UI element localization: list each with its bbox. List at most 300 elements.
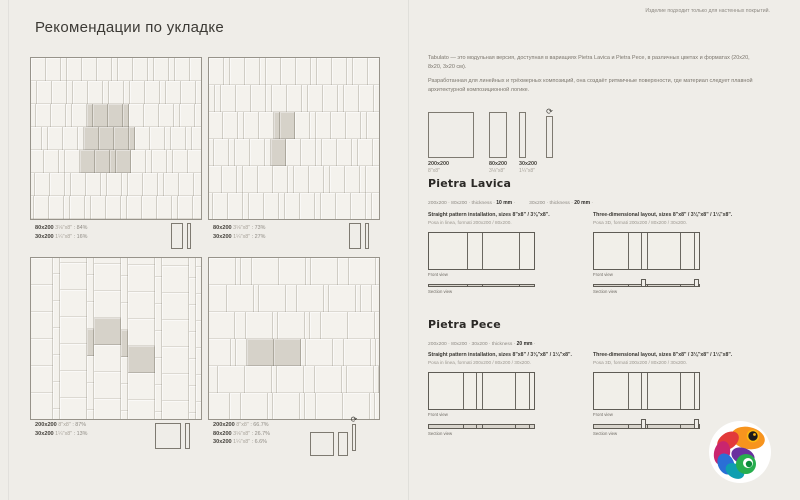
tile	[195, 104, 201, 127]
tile	[245, 366, 272, 393]
diagram-2-tile-icons	[349, 223, 369, 249]
tile	[273, 166, 288, 193]
section-joint	[680, 285, 681, 286]
tile	[236, 85, 251, 112]
format-200x200	[428, 112, 474, 174]
tile	[194, 173, 201, 196]
tile-joint-line	[463, 373, 464, 409]
tile-joint-line	[476, 373, 477, 409]
tile	[230, 58, 245, 85]
tile	[227, 285, 254, 312]
tile	[131, 150, 146, 173]
tile	[82, 58, 97, 81]
format-size: 80x200	[35, 225, 54, 231]
tile	[53, 301, 60, 328]
tile	[300, 193, 315, 219]
tile	[296, 58, 311, 85]
tile	[306, 339, 333, 366]
tile	[310, 312, 321, 339]
tile	[162, 347, 189, 374]
tile	[245, 58, 260, 85]
lavica-straight-column	[428, 212, 596, 294]
tile	[351, 193, 366, 219]
tile	[323, 85, 338, 112]
tile	[155, 358, 162, 385]
tile	[189, 359, 196, 386]
tile	[86, 173, 101, 196]
tile	[251, 85, 266, 112]
pietra-pece-spec: 200x200 · 80x200 · 30x200 · thickness · 20 mm ·	[428, 341, 536, 347]
tile	[309, 166, 324, 193]
diagram-3-tile-icons	[155, 423, 190, 449]
tile	[316, 112, 331, 139]
tile	[36, 104, 51, 127]
tile	[372, 285, 379, 312]
tile	[128, 346, 155, 373]
tile	[121, 276, 128, 303]
tile	[368, 58, 379, 85]
tile	[196, 375, 201, 402]
tile	[129, 104, 144, 127]
tile	[209, 366, 218, 393]
tile	[305, 393, 316, 419]
tile	[53, 274, 60, 301]
tile	[304, 366, 315, 393]
front-view-diagram	[428, 232, 535, 270]
tile	[266, 58, 281, 85]
tile	[152, 150, 167, 173]
tile	[150, 127, 165, 150]
tile	[315, 366, 342, 393]
tile	[294, 166, 309, 193]
tile	[155, 331, 162, 358]
page-title: Рекомендации по укладке	[35, 19, 224, 36]
tile	[48, 127, 63, 150]
tile	[214, 139, 229, 166]
tile-joint-line	[641, 373, 642, 409]
column-title: Three-dimensional layout, sizes 8"x8" / 3⅛"x8" / 1¼"x8".	[593, 352, 733, 358]
lavica-3d-column	[593, 212, 761, 294]
format-30x200-rotated	[546, 107, 553, 158]
section-joint	[628, 425, 629, 428]
format-share: : 26.7%	[251, 430, 270, 437]
tile-80x200-icon	[489, 112, 507, 158]
column-subtitle: Posa 3D, formati 200x200 / 80x200 / 30x200.	[593, 360, 688, 365]
format-size: 30x200	[213, 233, 232, 240]
tile	[241, 393, 268, 419]
tile	[128, 292, 155, 319]
column-divider	[408, 0, 409, 500]
tile	[213, 193, 228, 219]
tile-joint-line	[680, 373, 681, 409]
pattern-diagram-4	[208, 257, 380, 420]
tile	[142, 196, 157, 219]
front-view-diagram	[593, 372, 700, 410]
tile	[121, 258, 128, 276]
thickness-value: 10 mm	[496, 200, 513, 206]
tile	[179, 173, 194, 196]
section-joint	[519, 285, 520, 286]
tile	[128, 400, 155, 419]
section-joint	[476, 425, 477, 428]
tile	[196, 258, 201, 267]
tile	[159, 104, 174, 127]
tile	[99, 127, 114, 150]
tile-joint-line	[482, 373, 483, 409]
section-view-diagram	[593, 284, 700, 287]
tile	[87, 410, 94, 419]
tile-30x200-icon	[519, 112, 526, 158]
section-joint	[467, 285, 468, 286]
tile	[135, 127, 150, 150]
diagram-1-caption	[35, 224, 87, 241]
tile	[37, 81, 52, 104]
tile	[70, 196, 85, 219]
tile	[44, 150, 59, 173]
tile	[31, 285, 53, 312]
format-size: 80x200	[213, 225, 232, 231]
tile	[235, 139, 250, 166]
tile	[171, 127, 186, 150]
tile	[279, 258, 306, 285]
tile-joint-line	[482, 233, 483, 269]
tile	[60, 290, 87, 317]
tile-80x200-icon	[171, 223, 183, 249]
tile	[106, 196, 121, 219]
tile	[128, 373, 155, 400]
tile	[209, 312, 235, 339]
tile	[196, 402, 201, 419]
tile	[67, 58, 82, 81]
format-share: : 84%	[73, 225, 88, 231]
section-view-diagram	[428, 284, 535, 287]
raised-tile-bump	[641, 419, 646, 429]
tile	[87, 356, 94, 383]
tile	[209, 339, 231, 366]
tile	[31, 393, 53, 419]
format-inches: 1¼"x8"	[233, 439, 251, 446]
section-view-label: Section view	[428, 431, 453, 436]
tile	[35, 173, 50, 196]
tile-30x200-rotated-icon	[350, 415, 358, 456]
tile	[162, 374, 189, 401]
tile-30x200-icon	[187, 223, 191, 249]
tile	[128, 258, 155, 265]
tile	[162, 258, 189, 266]
front-view-label: Front view	[428, 412, 448, 417]
diagram-2-caption	[213, 224, 265, 241]
tile	[249, 193, 264, 219]
pece-straight-column	[428, 352, 596, 436]
pattern-diagram-1	[30, 57, 202, 220]
intro-paragraph-1: Tabulato — это модульная версия, доступная в вариациях Pietra Lavica и Pietra Pece, в различных цветах и форматах (20x20, 8x20, 3x20 см).	[428, 55, 750, 70]
tile	[162, 401, 189, 419]
tile-joint-line	[519, 233, 520, 269]
format-share: : 87%	[72, 422, 87, 428]
section-joint	[628, 285, 629, 286]
tile	[349, 258, 376, 285]
tile	[34, 196, 49, 219]
tile	[114, 127, 129, 150]
tile	[31, 150, 44, 173]
tile	[188, 150, 201, 173]
tile	[60, 371, 87, 398]
tile	[60, 398, 87, 419]
tile	[157, 196, 172, 219]
tile-joint-line	[529, 373, 530, 409]
tile	[128, 173, 143, 196]
tile	[109, 81, 124, 104]
tile	[166, 81, 181, 104]
intro-paragraph-2: Разработанная для линейных и трёхмерных композиций, она создаёт ритмичные поверхности, где материал следует плавной архитектурной композиционной логике.	[428, 78, 753, 93]
tile	[297, 285, 324, 312]
tile	[84, 127, 99, 150]
section-joint	[529, 425, 530, 428]
tile	[155, 277, 162, 304]
intro-text	[428, 54, 762, 100]
format-size: 80x200	[489, 161, 507, 167]
diagram-3-caption	[35, 421, 87, 438]
tile	[94, 264, 121, 291]
tile	[259, 112, 274, 139]
tile	[264, 193, 279, 219]
tile	[333, 339, 344, 366]
tile-joint-line	[628, 373, 629, 409]
tile	[94, 399, 121, 419]
tile	[376, 339, 379, 366]
format-inches: 8"x8"	[428, 168, 440, 174]
diagram-4-caption	[213, 421, 270, 447]
tile	[108, 104, 123, 127]
tile	[53, 328, 60, 355]
tile	[308, 85, 323, 112]
front-view-label: Front view	[593, 272, 613, 277]
tile-80x200-icon	[338, 432, 348, 456]
tile	[209, 393, 230, 419]
tile	[286, 285, 297, 312]
tile	[280, 112, 295, 139]
tile	[94, 372, 121, 399]
tile	[91, 196, 106, 219]
tile	[190, 58, 201, 81]
tile	[274, 339, 301, 366]
tile	[272, 85, 287, 112]
tile	[63, 127, 78, 150]
tile-joint-line	[694, 373, 695, 409]
tile	[359, 85, 374, 112]
tile	[209, 166, 222, 193]
tile-joint-line	[680, 233, 681, 269]
tile	[31, 127, 42, 150]
chameleon-logo	[708, 420, 772, 484]
column-title: Straight pattern installation, sizes 8"x8" / 3⅛"x8".	[428, 212, 550, 218]
tile	[173, 150, 188, 173]
tile	[321, 193, 336, 219]
tile	[128, 319, 155, 346]
tile	[332, 58, 347, 85]
thickness-value: 20 mm	[516, 341, 533, 347]
format-size: 200x200	[213, 422, 235, 428]
tile	[235, 312, 246, 339]
tile	[189, 413, 196, 419]
tile	[80, 150, 95, 173]
tile	[53, 409, 60, 419]
tile	[273, 393, 300, 419]
tile	[317, 58, 332, 85]
tile	[121, 303, 128, 330]
tile-joint-line	[647, 373, 648, 409]
format-share: : 6.6%	[251, 439, 267, 446]
column-subtitle: Posa 3D, formati 200x200 / 80x200 / 30x200.	[593, 220, 688, 225]
tile	[337, 139, 352, 166]
tile	[358, 139, 373, 166]
page-edge-line	[8, 0, 9, 500]
tile	[94, 345, 121, 372]
tile	[155, 412, 162, 419]
chameleon-logo-icon	[708, 420, 772, 484]
format-size: 80x200	[213, 430, 232, 437]
tile	[87, 258, 94, 275]
format-size: 200x200	[35, 422, 57, 428]
tile	[162, 293, 189, 320]
tile	[52, 81, 67, 104]
tile-joint-line	[641, 233, 642, 269]
format-inches: 8"x8"	[236, 422, 249, 428]
tile-30x200-rotated-icon	[546, 116, 553, 158]
tile	[189, 305, 196, 332]
tile-80x200-icon	[349, 223, 361, 249]
tile	[250, 139, 265, 166]
tile	[209, 112, 223, 139]
tile	[218, 366, 245, 393]
tile	[209, 58, 224, 85]
format-inches: 3⅛"x8"	[489, 168, 506, 174]
tile	[271, 139, 286, 166]
tile	[287, 85, 302, 112]
tile	[209, 285, 227, 312]
format-share: : 16%	[73, 233, 88, 240]
format-inches: 1¼"x8"	[55, 233, 73, 240]
tile	[316, 393, 343, 419]
tile	[50, 173, 65, 196]
tile	[189, 332, 196, 359]
tile	[338, 258, 349, 285]
section-joint	[647, 425, 648, 428]
tile	[118, 58, 133, 81]
section-title-pietra-pece: Pietra Pece	[428, 318, 501, 331]
tile	[49, 196, 64, 219]
tile	[329, 285, 356, 312]
tile-30x200-icon	[185, 423, 190, 449]
front-view-label: Front view	[428, 272, 448, 277]
tile	[162, 266, 189, 293]
tile	[130, 81, 145, 104]
tile	[53, 258, 60, 274]
section-view-label: Section view	[593, 431, 618, 436]
tile	[243, 166, 258, 193]
tile	[93, 104, 108, 127]
section-joint	[647, 285, 648, 286]
tile	[31, 366, 53, 393]
tile	[181, 81, 196, 104]
tile	[348, 312, 375, 339]
tile	[121, 330, 128, 357]
format-share: : 13%	[73, 430, 88, 437]
tile	[344, 85, 359, 112]
tile	[60, 317, 87, 344]
section-view-label: Section view	[593, 289, 618, 294]
tile	[196, 81, 201, 104]
tile	[155, 304, 162, 331]
tile	[223, 112, 238, 139]
tile	[221, 85, 236, 112]
format-inches: 1¼"x8"	[55, 430, 73, 437]
tile	[175, 58, 190, 81]
front-view-label: Front view	[593, 412, 613, 417]
tile	[121, 384, 128, 411]
front-view-diagram	[593, 232, 700, 270]
format-inches: 1¼"x8"	[519, 168, 536, 174]
tile	[51, 104, 66, 127]
format-size: 30x200	[35, 430, 54, 437]
tile	[366, 166, 379, 193]
tile	[87, 302, 94, 329]
pattern-diagram-3	[30, 257, 202, 420]
tile-joint-line	[694, 233, 695, 269]
tile	[145, 81, 160, 104]
tile	[46, 58, 61, 81]
tile	[247, 339, 274, 366]
tile	[73, 81, 88, 104]
tile-joint-line	[515, 373, 516, 409]
format-inches: 3⅛"x8"	[233, 225, 251, 231]
section-joint	[482, 425, 483, 428]
format-inches: 3⅛"x8"	[55, 225, 73, 231]
tile	[345, 166, 360, 193]
tile	[331, 112, 346, 139]
tile	[97, 58, 112, 81]
tile	[344, 339, 371, 366]
tile	[281, 58, 296, 85]
tile	[193, 196, 201, 219]
tile	[372, 193, 379, 219]
format-size: 200x200	[428, 161, 449, 167]
raised-tile-bump	[641, 279, 646, 287]
tile	[189, 258, 196, 278]
tile	[375, 393, 379, 419]
tile	[196, 267, 201, 294]
tile	[155, 258, 162, 277]
tile	[72, 104, 87, 127]
tile	[127, 196, 142, 219]
tile	[228, 193, 243, 219]
tile	[162, 320, 189, 347]
tile	[259, 285, 286, 312]
tile	[154, 58, 169, 81]
pietra-lavica-spec: 200x200 · 80x200 · thickness · 10 mm · 30x200 · thickness · 20 mm ·	[428, 200, 594, 206]
column-title: Three-dimensional layout, sizes 8"x8" / 3⅛"x8" / 1¼"x8".	[593, 212, 733, 218]
tile	[258, 166, 273, 193]
tile	[53, 355, 60, 382]
tile	[143, 173, 158, 196]
tile	[230, 393, 241, 419]
tile	[373, 139, 379, 166]
tile	[87, 383, 94, 410]
tile	[311, 258, 338, 285]
format-inches: 1¼"x8"	[233, 233, 251, 240]
tile	[107, 173, 122, 196]
tile	[88, 81, 103, 104]
